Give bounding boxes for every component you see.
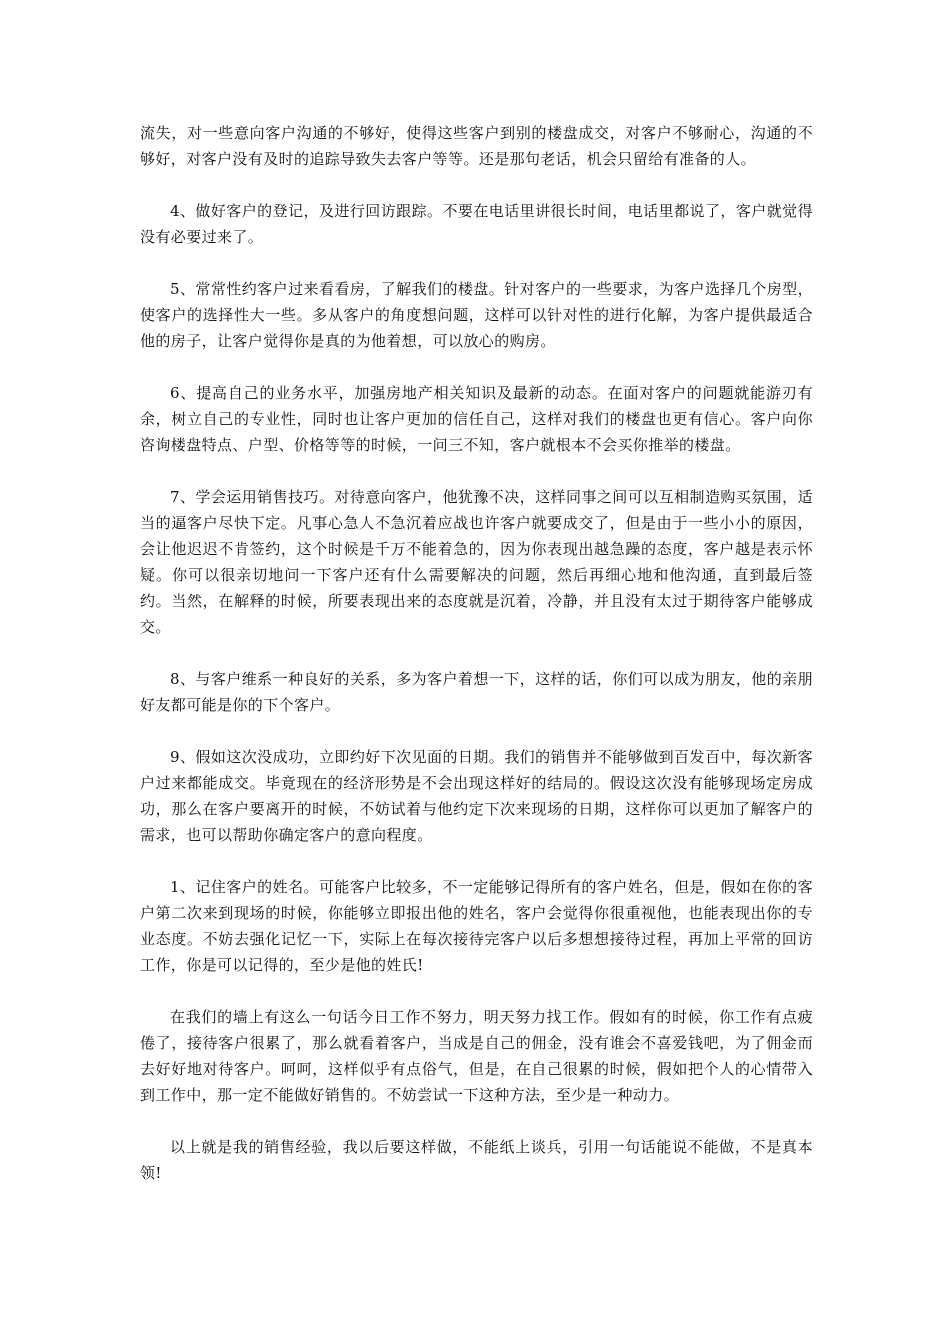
document-body [140,120,813,1212]
paragraph-item-9: 9、假如这次没成功，立即约好下次见面的日期。我们的销售并不能够做到百发百中，每次新客户过来都能成交。毕竟现在的经济形势是不会出现这样好的结局的。假设这次没有能够现场定房成功，那么在客户要离开的时候，不妨试着与他约定下次来现场的日期，这样你可以更加了解客户的需求，也可以帮助你确定客户的意向程度。 [140,748,813,844]
paragraph-motivation: 在我们的墙上有这么一句话今日工作不努力，明天努力找工作。假如有的时候，你工作有点疲倦了，接待客户很累了，那么就看着客户，当成是自己的佣金，没有谁会不喜爱钱吧，为了佣金而去好好地对待客户。呵呵，这样似乎有点俗气，但是，在自己很累的时候，假如把个人的心情带入到工作中，那一定不能做好销售的。不妨尝试一下这种方法，至少是一种动力。 [140,1008,813,1104]
paragraph-item-4: 4、做好客户的登记，及进行回访跟踪。不要在电话里讲很长时间，电话里都说了，客户就觉得没有必要过来了。 [140,202,813,246]
paragraph-item-8: 8、与客户维系一种良好的关系，多为客户着想一下，这样的话，你们可以成为朋友，他的亲朋好友都可能是你的下个客户。 [140,670,813,714]
paragraph-conclusion: 以上就是我的销售经验，我以后要这样做，不能纸上谈兵，引用一句话能说不能做，不是真本领! [140,1138,813,1182]
paragraph-continuation: 流失，对一些意向客户沟通的不够好，使得这些客户到别的楼盘成交，对客户不够耐心，沟通的不够好，对客户没有及时的追踪导致失去客户等等。还是那句老话，机会只留给有准备的人。 [140,124,813,168]
paragraph-item-1: 1、记住客户的姓名。可能客户比较多，不一定能够记得所有的客户姓名，但是，假如在你的客户第二次来到现场的时候，你能够立即报出他的姓名，客户会觉得你很重视他，也能表现出你的专业态度。不妨去强化记忆一下，实际上在每次接待完客户以后多想想接待过程，再加上平常的回访工作，你是可以记得的，至少是他的姓氏! [140,878,813,974]
paragraph-item-6: 6、提高自己的业务水平，加强房地产相关知识及最新的动态。在面对客户的问题就能游刃有余，树立自己的专业性，同时也让客户更加的信任自己，这样对我们的楼盘也更有信心。客户向你咨询楼盘特点、户型、价格等等的时候，一问三不知，客户就根本不会买你推举的楼盘。 [140,384,813,454]
paragraph-item-7: 7、学会运用销售技巧。对待意向客户，他犹豫不决，这样同事之间可以互相制造购买氛围，适当的逼客户尽快下定。凡事心急人不急沉着应战也许客户就要成交了，但是由于一些小小的原因，会让他迟迟不肯签约，这个时候是千万不能着急的，因为你表现出越急躁的态度，客户越是表示怀疑。你可以很亲切地问一下客户还有什么需要解决的问题，然后再细心地和他沟通，直到最后签约。当然，在解释的时候，所要表现出来的态度就是沉着，冷静，并且没有太过于期待客户能够成交。 [140,488,813,636]
paragraph-item-5: 5、常常性约客户过来看看房，了解我们的楼盘。针对客户的一些要求，为客户选择几个房型，使客户的选择性大一些。多从客户的角度想问题，这样可以针对性的进行化解，为客户提供最适合他的房子，让客户觉得你是真的为他着想，可以放心的购房。 [140,280,813,350]
